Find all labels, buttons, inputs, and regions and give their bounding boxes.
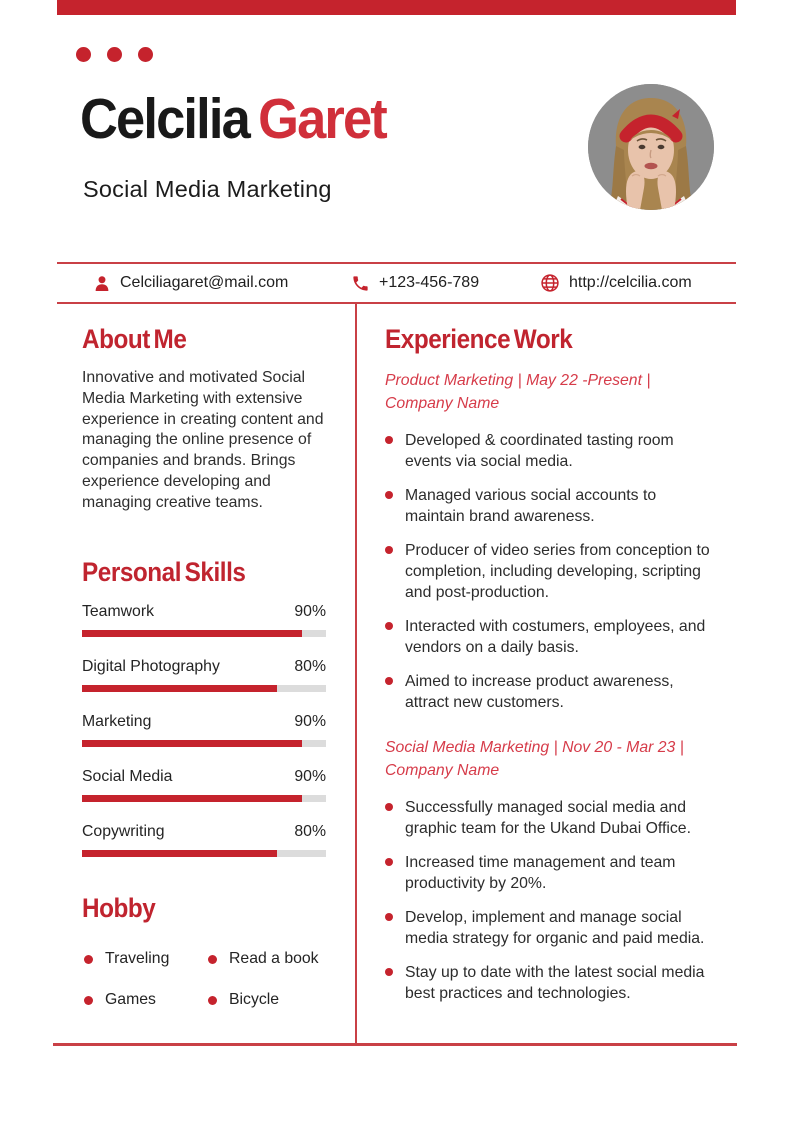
contact-email[interactable]	[93, 264, 288, 302]
bullet-icon	[208, 996, 217, 1005]
skills-section-title: Personal Skills	[82, 557, 246, 587]
job-heading: Product Marketing | May 22 -Present | Company Name	[385, 372, 651, 412]
hobby-item	[84, 950, 208, 968]
job-bullet	[385, 907, 715, 949]
bullet-icon	[84, 996, 93, 1005]
job-entry	[385, 737, 715, 1004]
job-bullet-list	[385, 430, 715, 713]
about-section-title: About Me	[82, 324, 187, 354]
hobby-item	[208, 991, 334, 1009]
bullet-icon	[84, 955, 93, 964]
column-divider	[355, 302, 357, 1043]
skill-progress-fill	[82, 740, 302, 747]
job-bullet-text: Developed & coordinated tasting room events via social media.	[405, 432, 674, 470]
bullet-icon	[385, 858, 393, 866]
skill-percent: 90%	[294, 603, 326, 620]
job-bullet	[385, 852, 715, 894]
job-bullet-text: Increased time management and team productivity by 20%.	[405, 854, 676, 892]
person-last-name: Garet	[258, 87, 386, 151]
hobby-label: Read a book	[229, 950, 319, 967]
skill-progress-fill	[82, 795, 302, 802]
skill-percent: 90%	[294, 713, 326, 730]
skill-label: Digital Photography	[82, 658, 220, 675]
bullet-icon	[208, 955, 217, 964]
experience-jobs	[385, 370, 715, 1017]
job-bullet	[385, 616, 715, 658]
dot-icon	[76, 47, 91, 62]
job-bullet	[385, 671, 715, 713]
bullet-icon	[385, 913, 393, 921]
hobby-item	[208, 950, 334, 968]
hobby-item	[84, 991, 208, 1009]
bullet-icon	[385, 968, 393, 976]
globe-icon	[540, 273, 560, 293]
bullet-icon	[385, 491, 393, 499]
top-accent-bar	[57, 0, 736, 15]
job-bullet	[385, 430, 715, 472]
person-name	[80, 86, 386, 152]
skill-label: Copywriting	[82, 823, 165, 840]
person-first-name: Celcilia	[80, 87, 249, 151]
email-text: Celciliagaret@mail.com	[120, 274, 289, 291]
job-bullet-text: Aimed to increase product awareness, attract new customers.	[405, 673, 674, 711]
skill-item	[82, 768, 326, 802]
job-bullet	[385, 485, 715, 527]
hobby-section-title: Hobby	[82, 893, 156, 923]
contact-website[interactable]	[540, 264, 692, 302]
job-bullet	[385, 540, 715, 603]
skill-label: Teamwork	[82, 603, 154, 620]
experience-section-title: Experience Work	[385, 324, 573, 354]
job-title-subtitle: Social Media Marketing	[83, 176, 332, 202]
phone-icon	[351, 274, 370, 293]
skill-progress-fill	[82, 685, 277, 692]
bullet-icon	[385, 436, 393, 444]
skill-progressbar	[82, 630, 326, 637]
skill-percent: 80%	[294, 658, 326, 675]
about-text: Innovative and motivated Social Media Marketing with extensive experience in creating content and managing the online presence of companies and brands. Brings experience developing and managing creative teams.	[82, 369, 324, 511]
skill-progressbar	[82, 850, 326, 857]
hobby-label: Traveling	[105, 950, 170, 967]
dot-icon	[138, 47, 153, 62]
hobby-label: Games	[105, 991, 156, 1008]
skill-progressbar	[82, 740, 326, 747]
contact-phone[interactable]	[351, 264, 479, 302]
job-bullet	[385, 962, 715, 1004]
job-bullet-text: Interacted with costumers, employees, and vendors on a daily basis.	[405, 618, 706, 656]
skill-progressbar	[82, 795, 326, 802]
skill-item	[82, 713, 326, 747]
job-bullet-list	[385, 797, 715, 1004]
skill-label: Social Media	[82, 768, 173, 785]
contact-bar	[57, 262, 736, 304]
skill-progress-fill	[82, 630, 302, 637]
bottom-rule	[53, 1043, 737, 1046]
job-bullet-text: Stay up to date with the latest social media best practices and technologies.	[405, 964, 705, 1002]
job-bullet-text: Producer of video series from conception to completion, including developing, scripting and post-production.	[405, 542, 710, 601]
job-bullet	[385, 797, 715, 839]
skill-item	[82, 823, 326, 857]
skill-percent: 90%	[294, 768, 326, 785]
skill-item	[82, 658, 326, 692]
avatar	[588, 84, 714, 210]
bullet-icon	[385, 622, 393, 630]
person-icon	[93, 274, 111, 293]
bullet-icon	[385, 546, 393, 554]
skill-item	[82, 603, 326, 637]
job-bullet-text: Successfully managed social media and graphic team for the Ukand Dubai Office.	[405, 799, 691, 837]
profile-photo	[588, 84, 714, 210]
hobby-list	[84, 950, 334, 1009]
job-bullet-text: Develop, implement and manage social media strategy for organic and paid media.	[405, 909, 705, 947]
phone-text: +123-456-789	[379, 274, 480, 291]
skill-percent: 80%	[294, 823, 326, 840]
decorative-dots	[76, 47, 153, 62]
skill-progressbar	[82, 685, 326, 692]
bullet-icon	[385, 677, 393, 685]
skill-progress-fill	[82, 850, 277, 857]
job-entry	[385, 370, 715, 713]
skill-label: Marketing	[82, 713, 152, 730]
hobby-label: Bicycle	[229, 991, 280, 1008]
bullet-icon	[385, 803, 393, 811]
dot-icon	[107, 47, 122, 62]
job-bullet-text: Managed various social accounts to maintain brand awareness.	[405, 487, 657, 525]
website-text: http://celcilia.com	[569, 274, 692, 291]
job-heading: Social Media Marketing | Nov 20 - Mar 23 | Company Name	[385, 739, 684, 779]
skills-list	[82, 603, 326, 878]
